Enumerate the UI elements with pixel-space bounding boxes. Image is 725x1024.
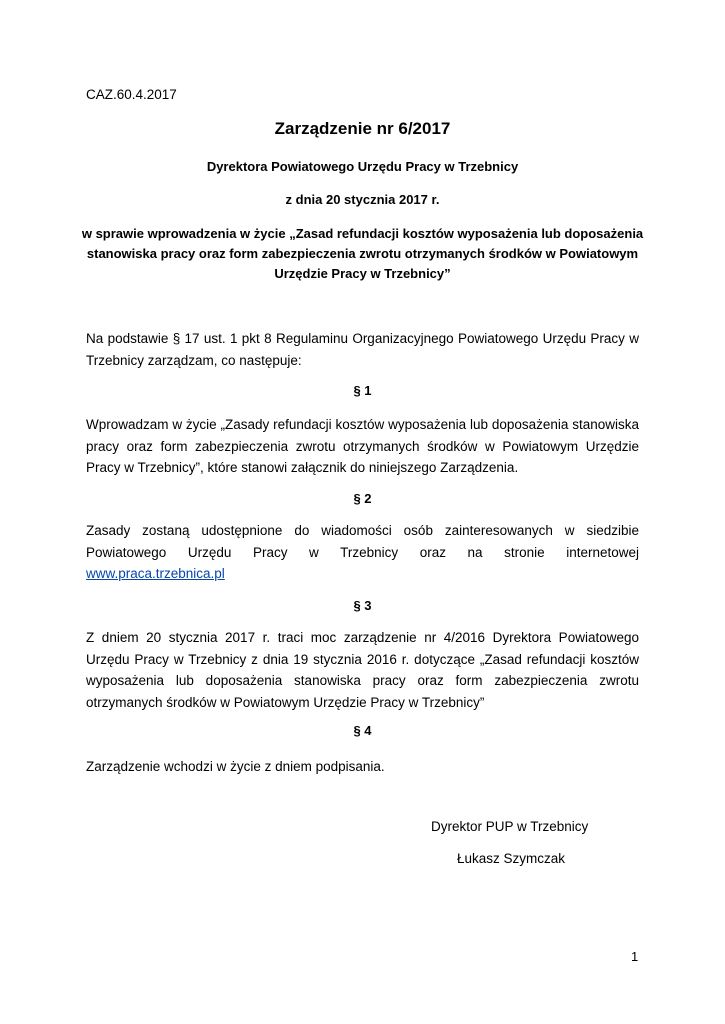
signature-role: Dyrektor PUP w Trzebnicy xyxy=(431,819,589,834)
section-text-3: Z dniem 20 stycznia 2017 r. traci moc zarządzenie nr 4/2016 Dyrektora Powiatowego Urzędu Pracy w Trzebnicy z dnia 19 stycznia 2016 r. dotyczące „Zasad refundacji kosztów wyposażenia lub doposażenia stanowiska pracy oraz form zabezpieczenia zwrotu otrzymanych środków w Powiatowym Urzędzie Pracy w Trzebnicy” xyxy=(86,630,639,710)
document-reference: CAZ.60.4.2017 xyxy=(86,87,177,102)
section-heading-2: § 2 xyxy=(353,491,372,506)
page-number: 1 xyxy=(631,949,639,964)
section-heading-4: § 4 xyxy=(353,723,372,738)
document-subject: w sprawie wprowadzenia w życie „Zasad refundacji kosztów wyposażenia lub doposażenia stanowiska pracy oraz form zabezpieczenia zwrotu otrzymanych środków w Powiatowym Urzędzie Pracy w Trzebnicy” xyxy=(81,226,644,281)
document-issuer: Dyrektora Powiatowego Urzędu Pracy w Trzebnicy xyxy=(206,159,519,174)
section-text-1: Wprowadzam w życie „Zasady refundacji kosztów wyposażenia lub doposażenia stanowiska pracy oraz form zabezpieczenia zwrotu otrzymanych środków w Powiatowym Urzędzie Pracy w Trzebnicy”, które stanowi załącznik do niniejszego Zarządzenia. xyxy=(86,417,639,475)
section-text-2-body: Zasady zostaną udostępnione do wiadomości osób zainteresowanych w siedzibie Powiatowego Urzędu Pracy w Trzebnicy oraz na stronie internetowej xyxy=(86,523,639,560)
section-heading-1: § 1 xyxy=(353,383,372,398)
section-text-2 xyxy=(86,520,639,585)
document-date: z dnia 20 stycznia 2017 r. xyxy=(285,192,440,207)
section-text-4: Zarządzenie wchodzi w życie z dniem podpisania. xyxy=(86,759,385,774)
document-title: Zarządzenie nr 6/2017 xyxy=(274,119,451,138)
website-link[interactable]: www.praca.trzebnica.pl xyxy=(86,566,225,581)
preamble-paragraph: Na podstawie § 17 ust. 1 pkt 8 Regulaminu Organizacyjnego Powiatowego Urzędu Pracy w Trzebnicy zarządzam, co następuje: xyxy=(86,331,639,368)
signature-name: Łukasz Szymczak xyxy=(457,851,566,866)
section-heading-3: § 3 xyxy=(353,598,372,613)
